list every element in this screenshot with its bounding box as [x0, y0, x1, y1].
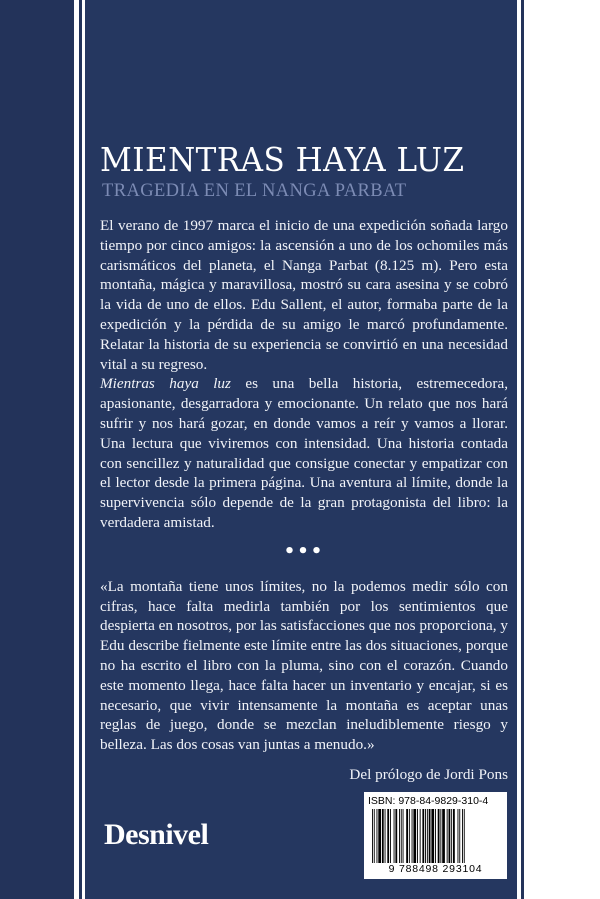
book-title-italic: Mientras haya luz: [100, 375, 231, 393]
barcode-bars: [372, 809, 499, 863]
right-stripe-outer: [524, 0, 529, 899]
prologue-quote: «La montaña tiene unos límites, no la podemos medir sólo con cifras, hace falta medirla también por los sentimientos que despierta en nosotros, por las satisfacciones que nos proporciona, y Edu describe fielmente este límite entre las dos situaciones, porque no ha escrito el libro con la pluma, sino con el corazón. Cuando este momento llega, hace falta hacer un inventario y encajar, si es necesario, que vivir intensamente la montaña es aceptar unas reglas de juego, donde se mezclan ineludiblemente riesgo y belleza. Las dos cosas van juntas a menudo.»: [100, 577, 508, 754]
isbn-barcode: [364, 792, 507, 879]
left-border: [0, 0, 74, 899]
barcode-number: 9 788498 293104: [388, 863, 483, 875]
quote-attribution: Del prólogo de Jordi Pons: [349, 765, 508, 783]
isbn-label: ISBN: 978-84-9829-310-4: [368, 795, 489, 807]
book-subtitle: TRAGEDIA EN EL NANGA PARBAT: [102, 181, 407, 201]
section-separator: •••: [283, 540, 325, 562]
synopsis-paragraph-1: El verano de 1997 marca el inicio de una expedición soñada largo tiempo por cinco amigos: la ascensión a uno de los ochomiles más carismáticos del planeta, el Nanga Parbat (8.125 m). Pero esta montaña, mágica y maravillosa, mostró su cara asesina y se cobró la vida de uno de ellos. Edu Sallent, el autor, formaba parte de la expedición y la pérdida de su amigo le marcó profundamente. Relatar la historia de su experiencia se convirtió en una necesidad vital a su regreso.: [100, 217, 508, 373]
cover-text-block: [100, 140, 508, 785]
synopsis-paragraph-2-text: es una bella historia, estremecedora, apasionante, desgarradora y emocionante. Un relato que nos hará sufrir y nos hará gozar, en donde vamos a reír y vamos a llorar. Una lectura que viviremos con intensidad. Una historia contada con sencillez y naturalidad que consigue conectar y empatizar con el lector desde la primera página. Una aventura al límite, donde la supervivencia sólo depende de la gran protagonista del libro: la verdadera amistad.: [100, 375, 508, 531]
book-title: MIENTRAS HAYA LUZ: [100, 140, 465, 179]
publisher-logo: Desnivel: [104, 818, 209, 851]
synopsis-paragraph-2: [100, 374, 508, 532]
